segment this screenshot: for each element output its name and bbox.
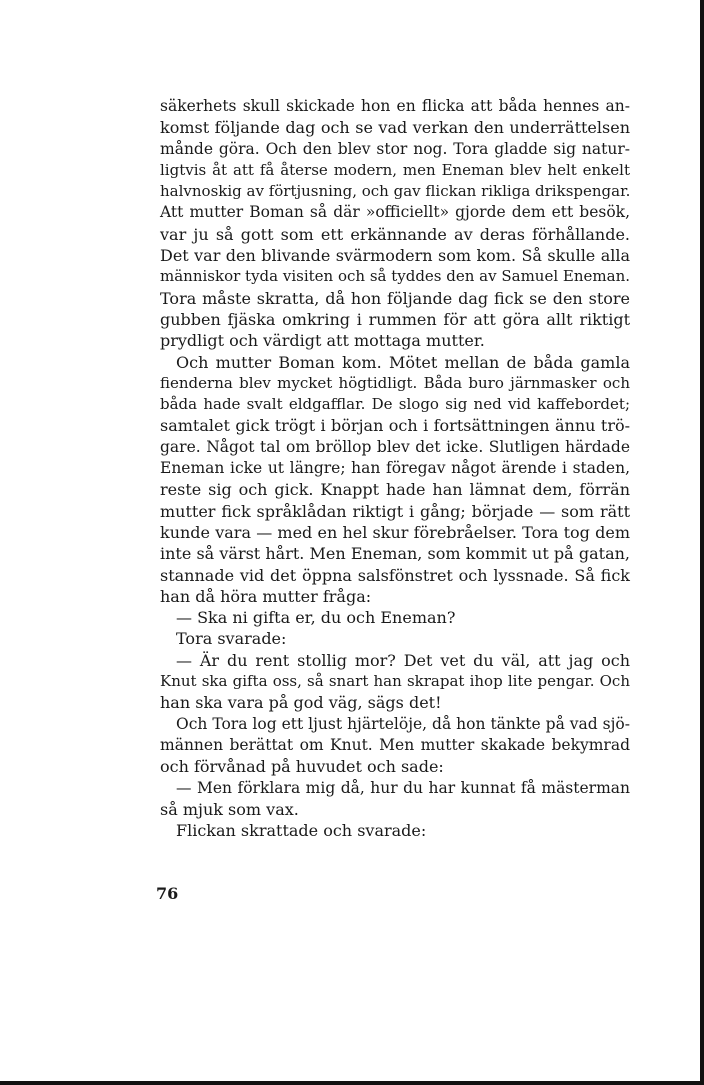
page-number: 76 [156, 884, 179, 903]
scan-border-bottom [0, 1081, 704, 1085]
text-line: halvnoskig av förtjusning, och gav flickan rikliga drikspengar. [160, 182, 631, 201]
text-line: prydligt och värdigt att mottaga mutter. [160, 331, 485, 351]
text-line: var ju så gott som ett erkännande av deras förhållande. [160, 224, 630, 244]
text-line: komst följande dag och se vad verkan den underrättelsen [160, 118, 630, 138]
text-line: gare. Något tal om bröllop blev det icke. Slutligen härdade [160, 437, 630, 456]
paragraph [160, 96, 630, 352]
paragraph [160, 650, 630, 714]
paragraph [160, 820, 630, 841]
text-line: så mjuk som vax. [160, 799, 299, 819]
text-line: Knut ska gifta oss, så snart han skrapat ihop lite pengar. Och [160, 672, 630, 691]
text-line: kunde vara — med en hel skur förebråelser. Tora tog dem [160, 522, 630, 542]
text-line: Att mutter Boman så där »officiellt» gjorde dem ett besök, [160, 203, 630, 222]
text-line: Tora svarade: [176, 629, 287, 649]
text-line: båda hade svalt eldgafflar. De slogo sig ned vid kaffebordet; [160, 395, 630, 414]
paragraph [160, 714, 630, 778]
paragraph [160, 607, 630, 628]
text-line: mutter fick språklådan riktigt i gång; började — som rätt [160, 501, 630, 521]
text-line: inte så värst hårt. Men Eneman, som kommit ut på gatan, [160, 544, 630, 564]
text-line: Det var den blivande svärmodern som kom. Så skulle alla [160, 246, 630, 266]
text-line: — Ska ni gifta er, du och Eneman? [176, 608, 456, 628]
text-line: Och mutter Boman kom. Mötet mellan de båda gamla [176, 352, 630, 372]
page-body [160, 96, 630, 841]
text-line: och förvånad på huvudet och sade: [160, 757, 444, 777]
text-line: — Men förklara mig då, hur du har kunnat få mästerman [176, 778, 630, 797]
scan-border-right [700, 0, 704, 1085]
text-line: Flickan skrattade och svarade: [176, 821, 427, 841]
text-line: männen berättat om Knut. Men mutter skakade bekymrad [160, 735, 630, 754]
paragraph [160, 778, 630, 821]
text-line: Tora måste skratta, då hon följande dag fick se den store [160, 288, 630, 308]
text-line: Eneman icke ut längre; han föregav något ärende i staden, [160, 459, 630, 478]
text-line: månde göra. Och den blev stor nog. Tora gladde sig natur- [160, 139, 630, 158]
text-line: Och Tora log ett ljust hjärtelöje, då hon tänkte på vad sjö- [176, 714, 630, 733]
text-line: reste sig och gick. Knappt hade han lämnat dem, förrän [160, 480, 630, 500]
paragraph [160, 628, 630, 649]
text-line: han ska vara på god väg, sägs det! [160, 693, 442, 713]
text-line: samtalet gick trögt i början och i fortsättningen ännu trö- [160, 416, 630, 436]
text-line: — Är du rent stollig mor? Det vet du väl, att jag och [176, 650, 630, 670]
text-line: gubben fjäska omkring i rummen för att göra allt riktigt [160, 309, 630, 329]
text-line: säkerhets skull skickade hon en flicka att båda hennes an- [160, 97, 630, 115]
text-line: människor tyda visiten och så tyddes den av Samuel Eneman. [160, 267, 630, 286]
paragraph [160, 352, 630, 608]
text-line: han då höra mutter fråga: [160, 586, 372, 606]
text-line: stannade vid det öppna salsfönstret och lyssnade. Så fick [160, 565, 630, 585]
text-line: ligtvis åt att få återse modern, men Eneman blev helt enkelt [160, 160, 630, 179]
text-line: fienderna blev mycket högtidligt. Båda buro järnmasker och [160, 373, 630, 392]
